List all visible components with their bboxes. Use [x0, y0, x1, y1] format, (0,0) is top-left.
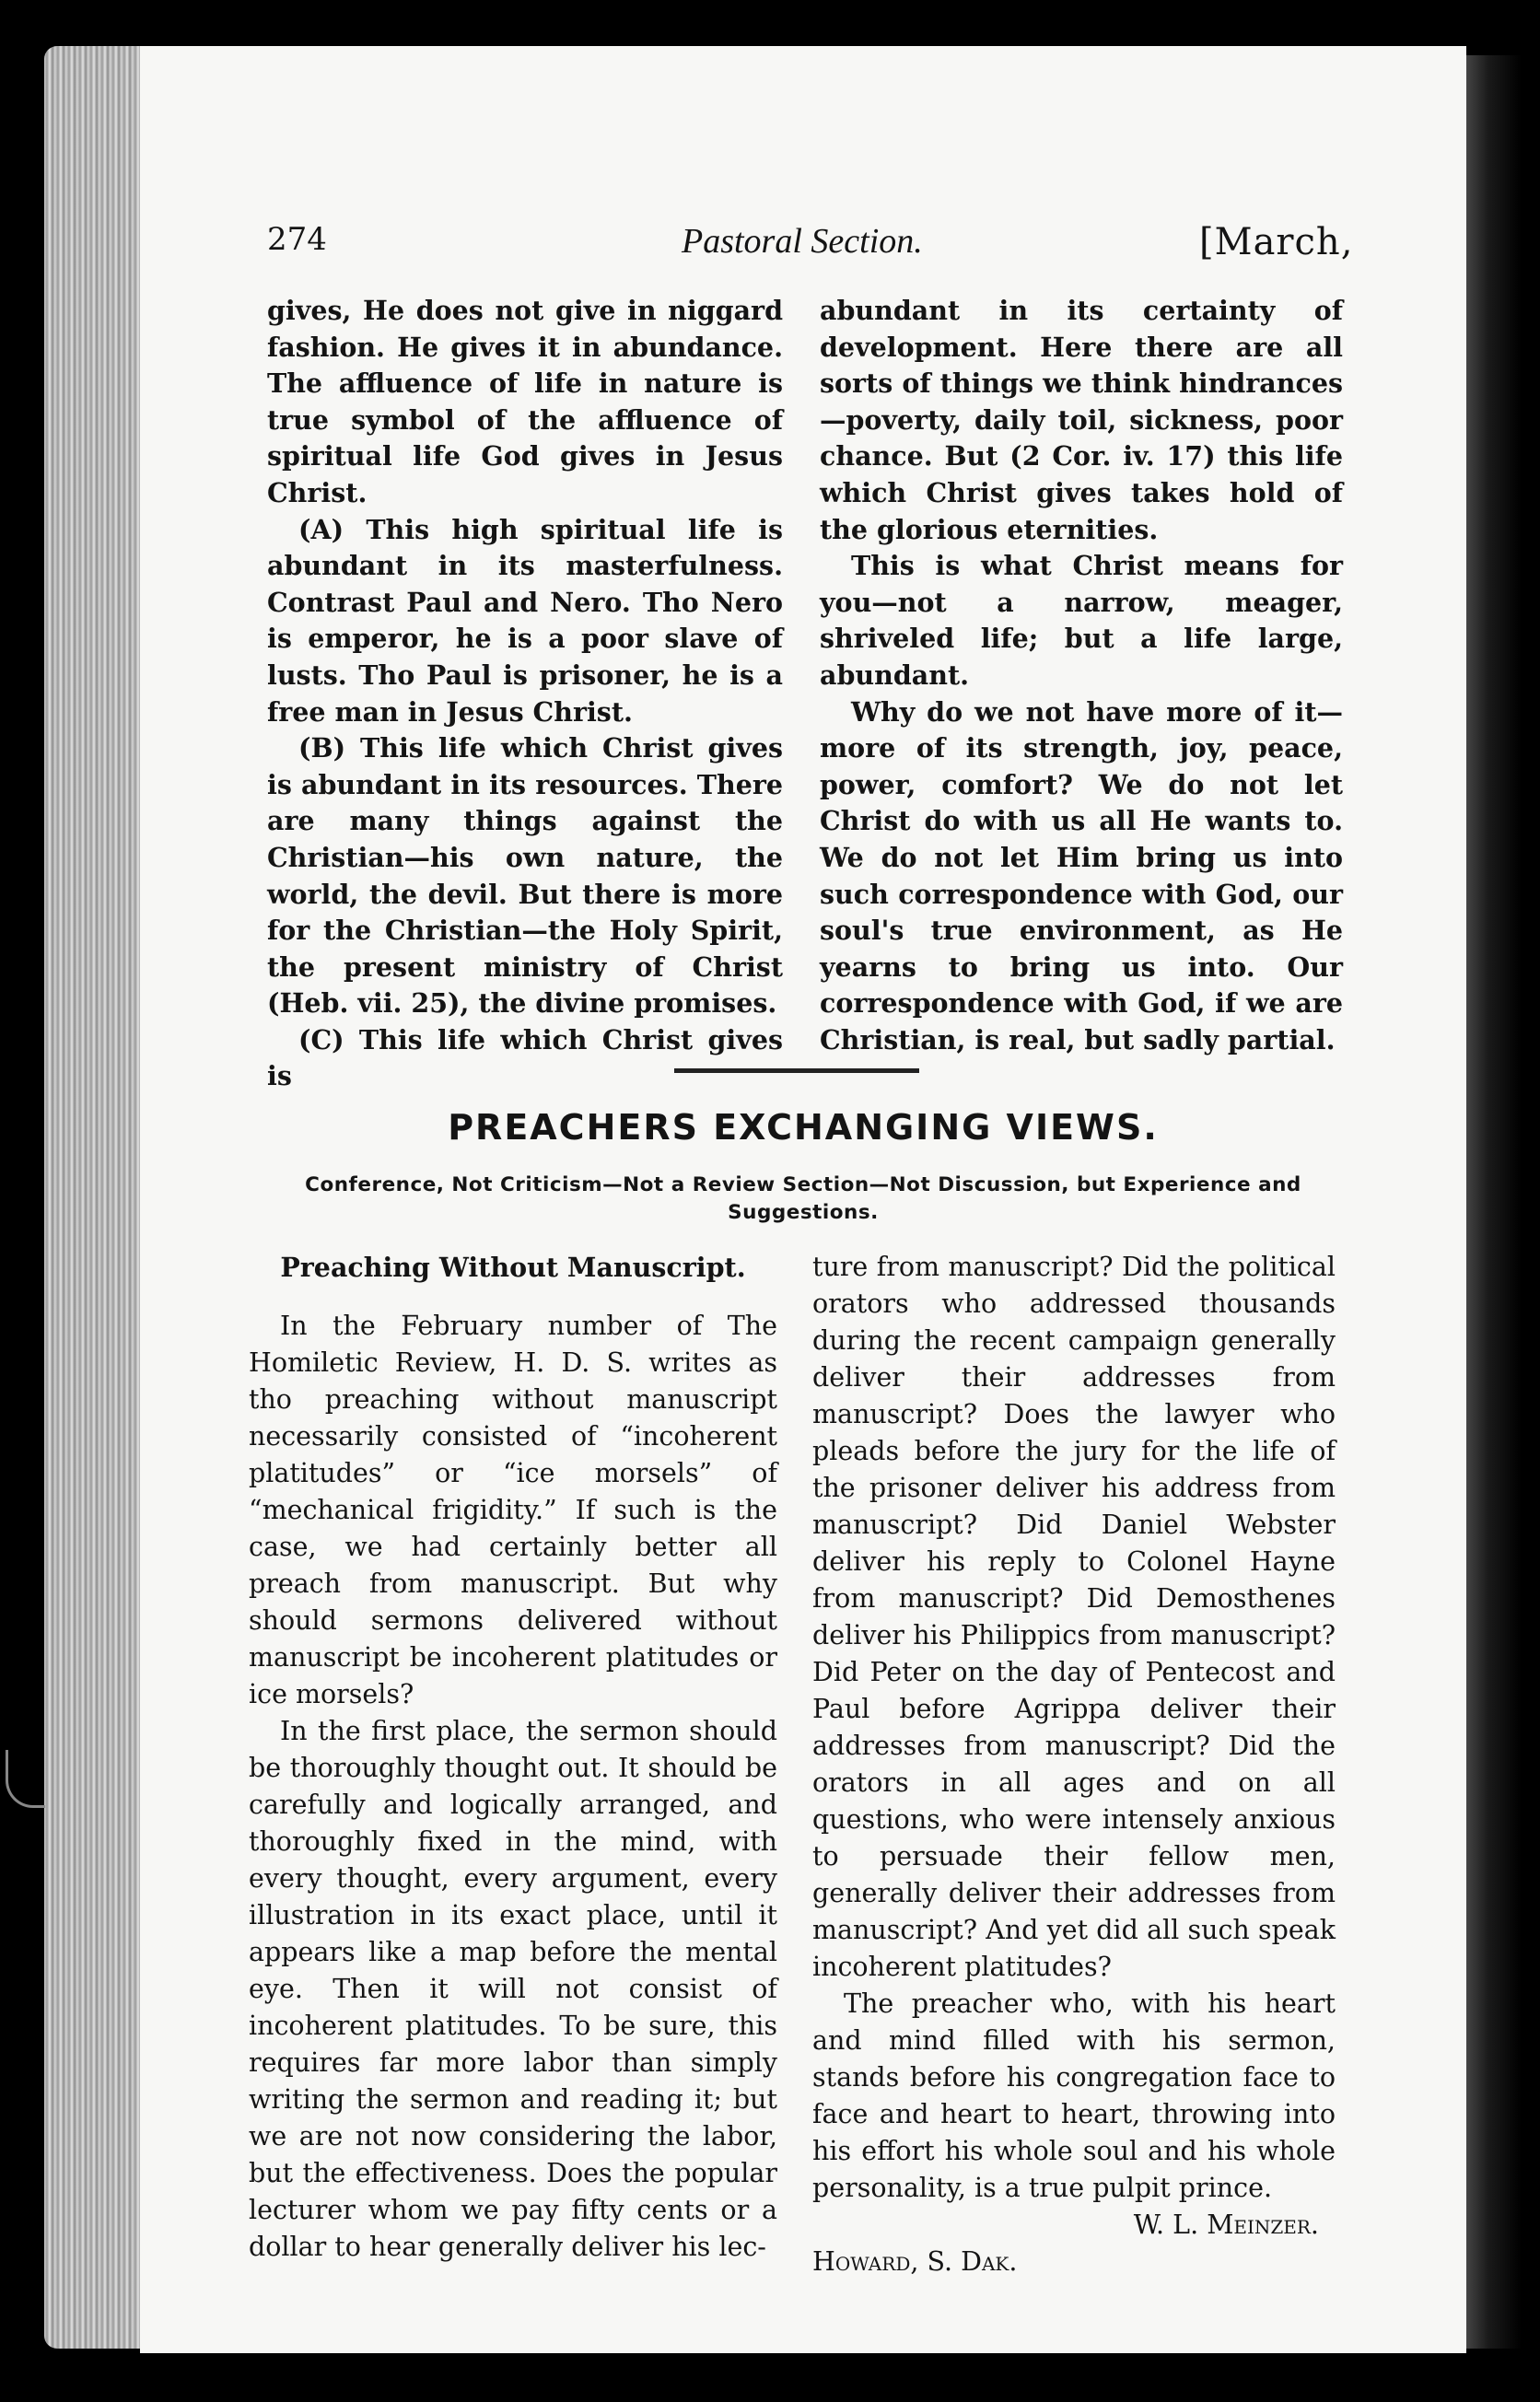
paragraph: abundant in its certainty of development. Here there are all sorts of things we think hindrances—poverty, daily toil, sickness, poor chance. But (2 Cor. iv. 17) this life which Christ gives takes hold of the glorious eternities. — [820, 295, 1343, 545]
paragraph: ture from manuscript? Did the political orators who addressed thousands during the recent campaign generally deliver their addresses from manuscript? Does the lawyer who pleads before the jury for the life of the prisoner deliver his address from manuscript? Did Daniel Webster deliver his reply to Colonel Hayne from manuscript? Did Demosthenes deliver his Philippics from manuscript? Did Peter on the day of Pentecost and Paul before Agrippa deliver their addresses from manuscript? Did the orators in all ages and on all questions, who were intensely anxious to persuade their fellow men, generally deliver their addresses from manuscript? And yet did all such speak incoherent platitudes? — [812, 1252, 1336, 1982]
paragraph: (C) This life which Christ gives is — [267, 1023, 783, 1092]
book-binding-edge — [44, 46, 144, 2349]
top-left-column — [267, 293, 783, 1095]
paragraph: In the first place, the sermon should be thoroughly thought out. It should be carefully and logically arranged, and thoroughly fixed in the mind, with every thought, every argument, every illustration in its exact place, until it appears like a map before the mental eye. Then it will not consist of incoherent platitudes. To be sure, this requires far more labor than simply writing the sermon and reading it; but we are not now considering the labor, but the effectiveness. Does the popular lecturer whom we pay fifty cents or a dollar to hear generally deliver his lec- — [249, 1716, 777, 2262]
top-right-column — [820, 293, 1343, 1058]
article-left-column — [249, 1249, 777, 2266]
paragraph: This is what Christ means for you—not a narrow, meager, shriveled life; but a life large, abundant. — [820, 550, 1343, 691]
paragraph: In the February number of The Homiletic Review, H. D. S. writes as tho preaching without manuscript necessarily consisted of “incoherent platitudes” or “ice morsels” of “mechanical frigidity.” If such is the case, we had certainly better all preach from manuscript. But why should sermons delivered without manuscript be incoherent platitudes or ice morsels? — [249, 1311, 777, 1709]
paragraph: Why do we not have more of it—more of its strength, joy, peace, power, comfort? We do not let Christ do with us all He wants to. We do not let Him bring us into such correspondence with God, our soul's true environment, as He yearns to bring us into. Our correspondence with God, if we are Christian, is real, but sadly partial. — [820, 695, 1343, 1055]
next-page-edge — [1466, 55, 1522, 2349]
article-right-column — [812, 1249, 1336, 2280]
article-heading: Preaching Without Manuscript. — [280, 1252, 746, 1283]
section-divider — [674, 1068, 919, 1073]
section-title: PREACHERS EXCHANGING VIEWS. — [448, 1107, 1159, 1148]
section-subtitle: Conference, Not Criticism—Not a Review Section—Not Discussion, but Experience and Suggestions. — [305, 1173, 1301, 1224]
author-signature: W. L. Meinzer. — [1133, 2210, 1319, 2240]
paragraph: (B) This life which Christ gives is abundant in its resources. There are many things against the Christian—his own nature, the world, the devil. But there is more for the Christian—the Holy Spirit, the present ministry of Christ (Heb. vii. 25), the divine promises. — [267, 732, 783, 1020]
paragraph: (A) This high spiritual life is abundant in its masterfulness. Contrast Paul and Nero. Tho Nero is emperor, he is a poor slave of lusts. Tho Paul is prisoner, he is a free man in Jesus Christ. — [267, 513, 783, 728]
running-head-month: [March, — [1199, 221, 1354, 263]
margin-mark — [6, 1750, 45, 1808]
paragraph: The preacher who, with his heart and mind filled with his sermon, stands before his congregation face to face and heart to heart, throwing into his effort his whole soul and his whole personality, is a true pulpit prince. — [812, 1988, 1336, 2203]
author-location: Howard, S. Dak. — [812, 2246, 1018, 2277]
book-page — [140, 46, 1466, 2353]
running-head-section: Pastoral Section. — [682, 222, 923, 261]
page-number: 274 — [267, 221, 327, 258]
paragraph: gives, He does not give in niggard fashion. He gives it in abundance. The affluence of life in nature is true symbol of the affluence of spiritual life God gives in Jesus Christ. — [267, 295, 783, 508]
